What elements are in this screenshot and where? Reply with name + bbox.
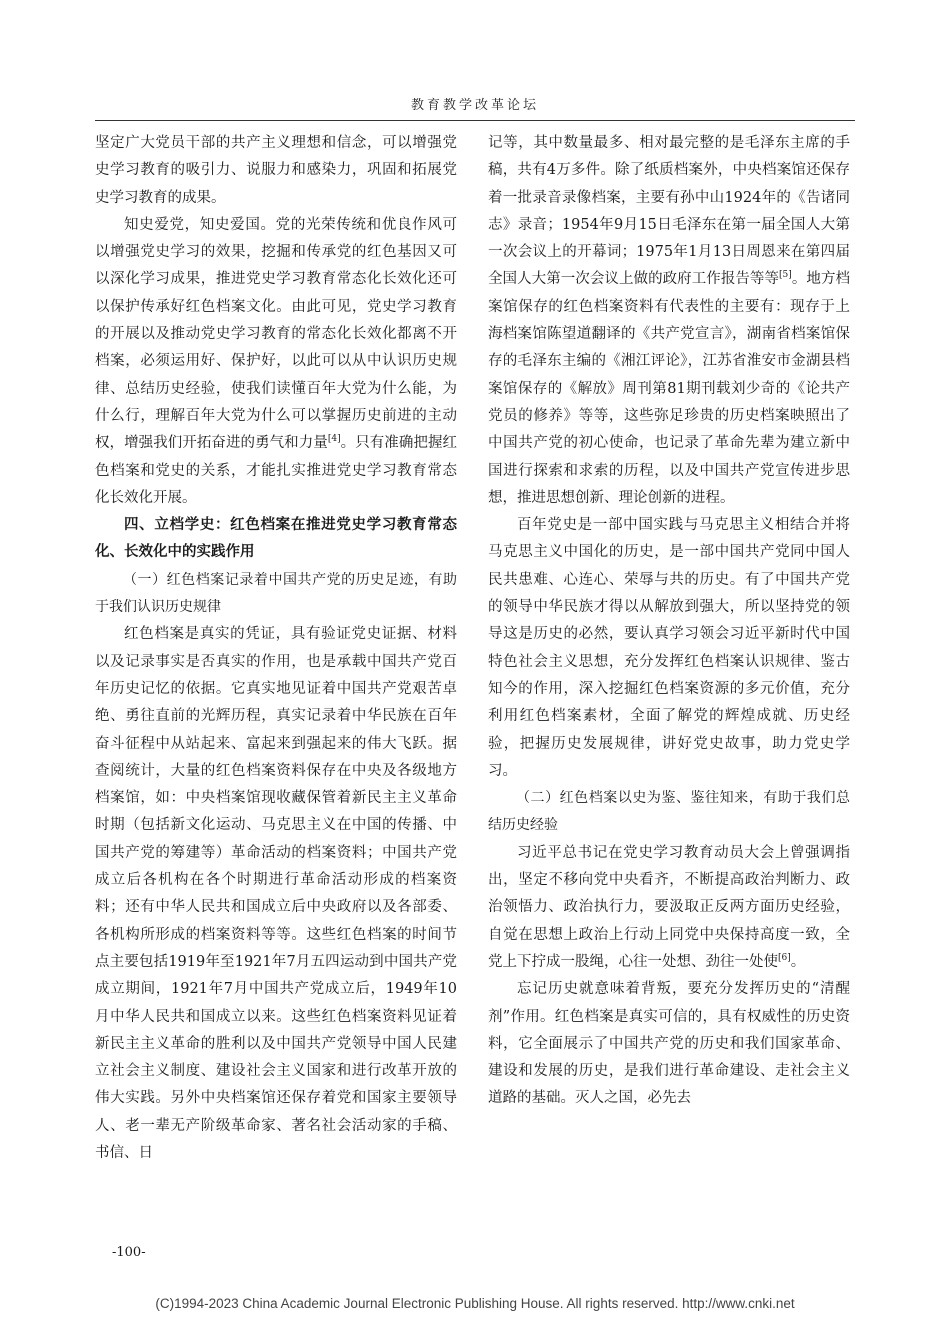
left-column bbox=[95, 130, 457, 1167]
right-paragraph-3-text-b: 。 bbox=[790, 953, 806, 970]
subsection-2-heading: （二）红色档案以史为鉴、鉴往知来，有助于我们总结历史经验 bbox=[488, 790, 850, 834]
left-paragraph-1: 坚定广大党员干部的共产主义理想和信念，可以增强党史学习教育的吸引力、说服力和感染力，巩固和拓展党史学习教育的成果。 bbox=[95, 135, 457, 206]
header-rule bbox=[95, 120, 855, 121]
subsection-1-heading: （一）红色档案记录着中国共产党的历史足迹，有助于我们认识历史规律 bbox=[95, 571, 457, 616]
left-paragraph-2-text-a: 知史爱党，知史爱国。党的光荣传统和优良作风可以增强党史学习的效果，挖掘和传承党的红色基因又可以深化学习成果，推进党史学习教育常态化长效化还可以保护传承好红色档案文化。由此可见，党史学习教育的开展以及推动党史学习教育的常态化长效化都离不开档案，必须运用好、保护好，以此可以从中认识历史规律、总结历史经验，使我们读懂百年大党为什么能，为什么行，理解百年大党为什么可以掌握历史前进的主动权，增强我们开拓奋进的勇气和力量 bbox=[95, 216, 457, 452]
right-paragraph-1-text-b: 。地方档案馆保存的红色档案资料有代表性的主要有：现存于上海档案馆陈望道翻译的《共产党宣言》，湖南省档案馆保存的毛泽东主编的《湘江评论》，江苏省淮安市金湖县档案馆保存的《解放》周刊第81期刊载刘少奇的《论共产党员的修养》等等，这些弥足珍贵的历史档案映照出了中国共产党的初心使命，也记录了革命先辈为建立新中国进行探索和求索的历程，以及中国共产党宣传进步思想，推进思想创新、理论创新的进程。 bbox=[488, 271, 851, 506]
left-paragraph-2 bbox=[95, 212, 457, 512]
journal-header: 教育教学改革论坛 bbox=[410, 98, 539, 113]
page-number: -100- bbox=[112, 1245, 146, 1260]
left-paragraph-2-text-b: 。只有准确把握红色档案和党史的关系，才能扎实推进党史学习教育常态化长效化开展。 bbox=[95, 435, 458, 506]
section-4-heading: 四、立档学史：红色档案在推进党史学习教育常态化、长效化中的实践作用 bbox=[95, 517, 457, 561]
left-paragraph-3: 红色档案是真实的凭证，具有验证党史证据、材料以及记录事实是否真实的作用，也是承载中国共产党百年历史记忆的依据。它真实地见证着中国共产党艰苦卓绝、勇往直前的光辉历程，真实记录着中华民族在百年奋斗征程中从站起来、富起来到强起来的伟大飞跃。据查阅统计，大量的红色档案资料保存在中央及各级地方档案馆，如：中央档案馆现收藏保管着新民主主义革命时期（包括新文化运动、马克思主义在中国的传播、中国共产党的筹建等）革命活动的档案资料；中国共产党成立后各机构在各个时期进行革命活动形成的档案资料；还有中华人民共和国成立后中央政府以及各部委、各机构所形成的档案资料等等。这些红色档案的时间节点主要包括1919年至1921年7月五四运动到中国共产党成立期间，1921年7月中国共产党成立后，1949年10月中华人民共和国成立以来。这些红色档案资料见证着新民主主义革命的胜利以及中国共产党领导中国人民建立社会主义制度、建设社会主义国家和进行改革开放的伟大实践。另外中央档案馆还保存着党和国家主要领导人、老一辈无产阶级革命家、著名社会活动家的手稿、书信、日 bbox=[95, 626, 457, 1161]
right-paragraph-4: 忘记历史就意味着背叛，要充分发挥历史的“清醒剂”作用。红色档案是真实可信的，具有权威性的历史资料，它全面展示了中国共产党的历史和我们国家革命、建设和发展的历史，是我们进行革命建设、走社会主义道路的基础。灭人之国，必先去 bbox=[488, 981, 850, 1107]
citation-4[interactable]: [4] bbox=[327, 434, 341, 445]
citation-5[interactable]: [5] bbox=[779, 270, 792, 281]
right-paragraph-3 bbox=[488, 840, 850, 976]
copyright-footer: (C)1994-2023 China Academic Journal Electronic Publishing House. All rights reserved. http://www.cnki.net bbox=[155, 1296, 795, 1311]
right-column bbox=[488, 130, 850, 1113]
right-paragraph-2: 百年党史是一部中国实践与马克思主义相结合并将马克思主义中国化的历史，是一部中国共产党同中国人民共患难、心连心、荣辱与共的历史。有了中国共产党的领导中华民族才得以从解放到强大，所以坚持党的领导这是历史的必然，要认真学习领会习近平新时代中国特色社会主义思想，充分发挥红色档案认识规律、鉴古知今的作用，深入挖掘红色档案资源的多元价值，充分利用红色档案素材，全面了解党的辉煌成就、历史经验，把握历史发展规律，讲好党史故事，助力党史学习。 bbox=[488, 517, 850, 779]
right-paragraph-3-text-a: 习近平总书记在党史学习教育动员大会上曾强调指出，坚定不移向党中央看齐，不断提高政治判断力、政治领悟力、政治执行力，要汲取正反两方面历史经验，自觉在思想上政治上行动上同党中央保持高度一致，全党上下拧成一股绳，心往一处想、劲往一处使 bbox=[488, 844, 850, 970]
citation-6[interactable]: [6] bbox=[778, 953, 791, 964]
right-paragraph-1 bbox=[488, 130, 850, 512]
right-paragraph-1-text-a: 记等，其中数量最多、相对最完整的是毛泽东主席的手稿，共有4万多件。除了纸质档案外，中央档案馆还保存着一批录音录像档案，主要有孙中山1924年的《告诸同志》录音；1954年9月15日毛泽东在第一届全国人大第一次会议上的开幕词；1975年1月13日周恩来在第四届全国人大第一次会议上做的政府工作报告等等 bbox=[488, 135, 850, 288]
